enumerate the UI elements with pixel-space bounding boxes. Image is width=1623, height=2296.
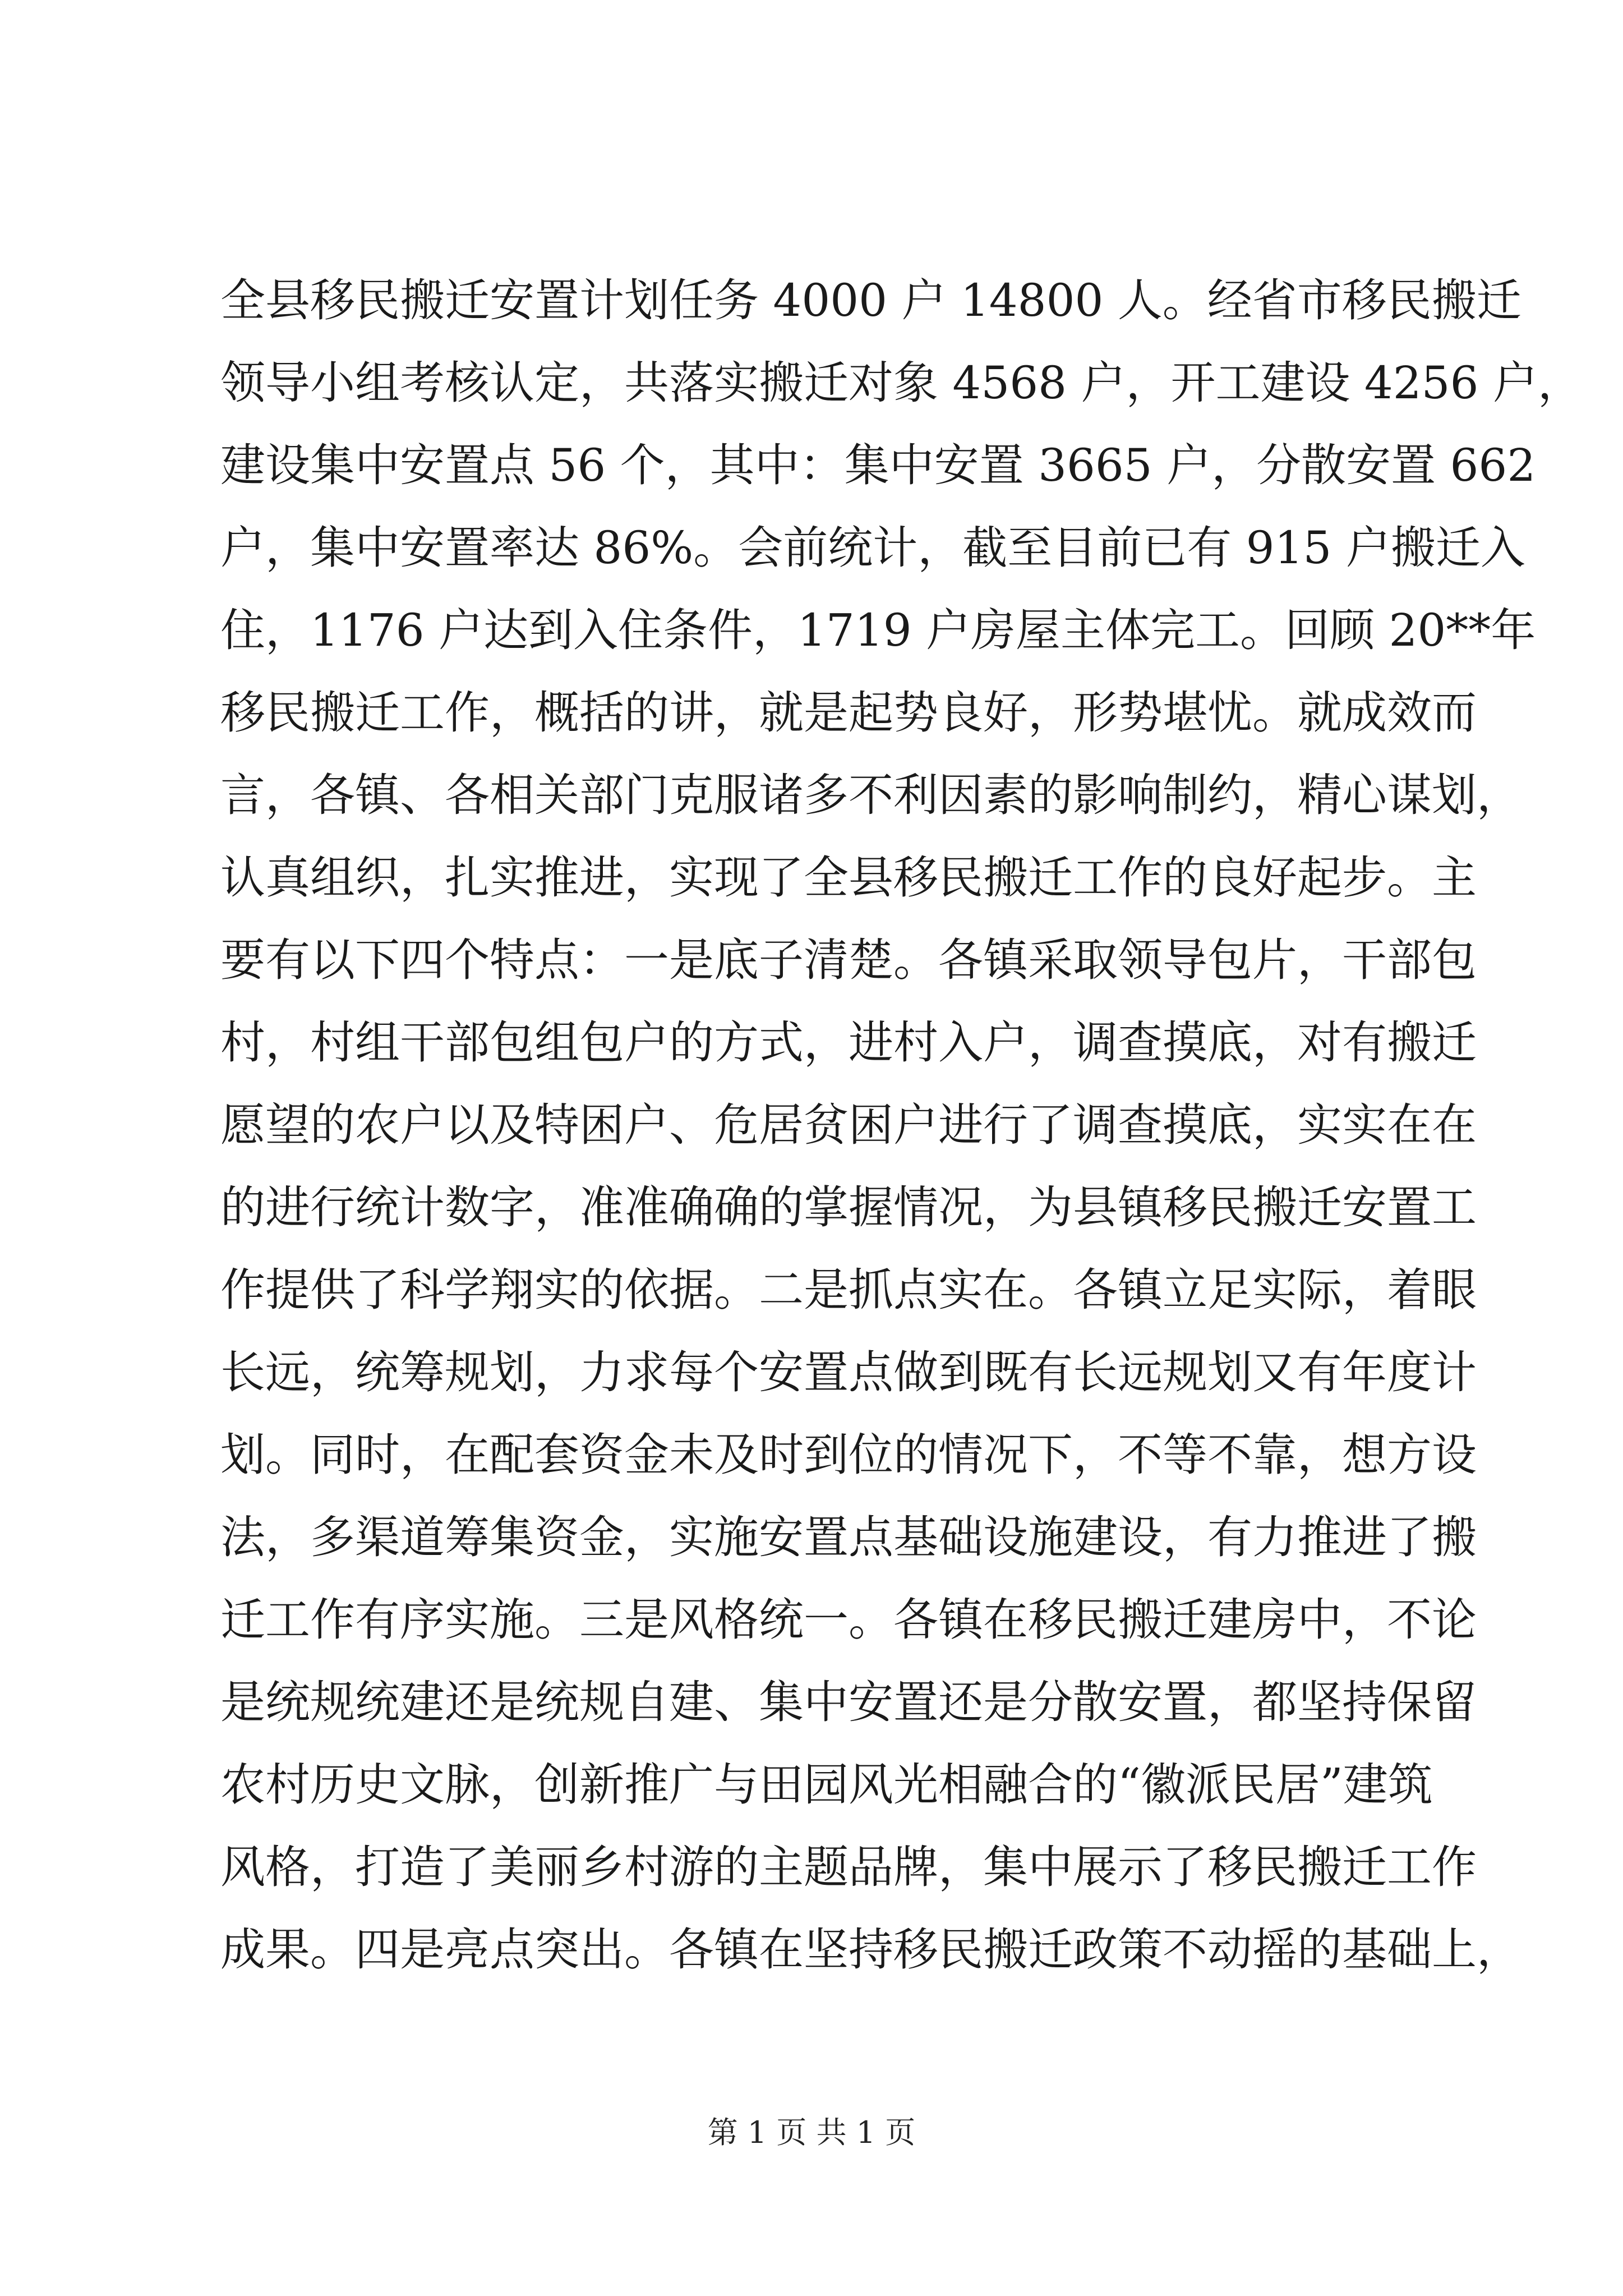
- page-footer: 第 1 页 共 1 页: [707, 2115, 916, 2150]
- text-line: 风格，打造了美丽乡村游的主题品牌，集中展示了移民搬迁工作: [220, 1841, 1477, 1893]
- text-line: 领导小组考核认定，共落实搬迁对象 4568 户，开工建设 4256 户，: [220, 357, 1583, 409]
- text-line: 移民搬迁工作，概括的讲，就是起势良好，形势堪忧。就成效而: [220, 687, 1477, 739]
- text-line: 户，集中安置率达 86%。会前统计，截至目前已有 915 户搬迁入: [220, 522, 1525, 574]
- text-line: 建设集中安置点 56 个，其中：集中安置 3665 户，分散安置 662: [220, 439, 1536, 491]
- text-line: 的进行统计数字，准准确确的掌握情况，为县镇移民搬迁安置工: [220, 1181, 1477, 1234]
- text-line: 愿望的农户以及特困户、危居贫困户进行了调查摸底，实实在在: [220, 1099, 1477, 1151]
- text-line: 要有以下四个特点：一是底子清楚。各镇采取领导包片，干部包: [220, 934, 1477, 986]
- text-line: 划。同时，在配套资金未及时到位的情况下，不等不靠，想方设: [220, 1429, 1477, 1481]
- text-line: 迁工作有序实施。三是风格统一。各镇在移民搬迁建房中，不论: [220, 1594, 1477, 1646]
- text-line: 作提供了科学翔实的依据。二是抓点实在。各镇立足实际，着眼: [220, 1264, 1477, 1316]
- text-line: 村，村组干部包组包户的方式，进村入户，调查摸底，对有搬迁: [220, 1016, 1477, 1069]
- text-line: 农村历史文脉，创新推广与田园风光相融合的“徽派民居”建筑: [220, 1759, 1433, 1811]
- text-line: 全县移民搬迁安置计划任务 4000 户 14800 人。经省市移民搬迁: [220, 274, 1521, 326]
- text-line: 成果。四是亮点突出。各镇在坚持移民搬迁政策不动摇的基础上，: [220, 1924, 1521, 1976]
- text-line: 住，1176 户达到入住条件，1719 户房屋主体完工。回顾 20**年: [220, 604, 1536, 656]
- text-line: 言，各镇、各相关部门克服诸多不利因素的影响制约，精心谋划，: [220, 769, 1521, 821]
- body-text: [220, 259, 1583, 1991]
- text-line: 法，多渠道筹集资金，实施安置点基础设施建设，有力推进了搬: [220, 1511, 1477, 1563]
- text-line: 长远，统筹规划，力求每个安置点做到既有长远规划又有年度计: [220, 1346, 1477, 1398]
- text-line: 认真组织，扎实推进，实现了全县移民搬迁工作的良好起步。主: [220, 852, 1477, 904]
- text-line: 是统规统建还是统规自建、集中安置还是分散安置，都坚持保留: [220, 1676, 1477, 1728]
